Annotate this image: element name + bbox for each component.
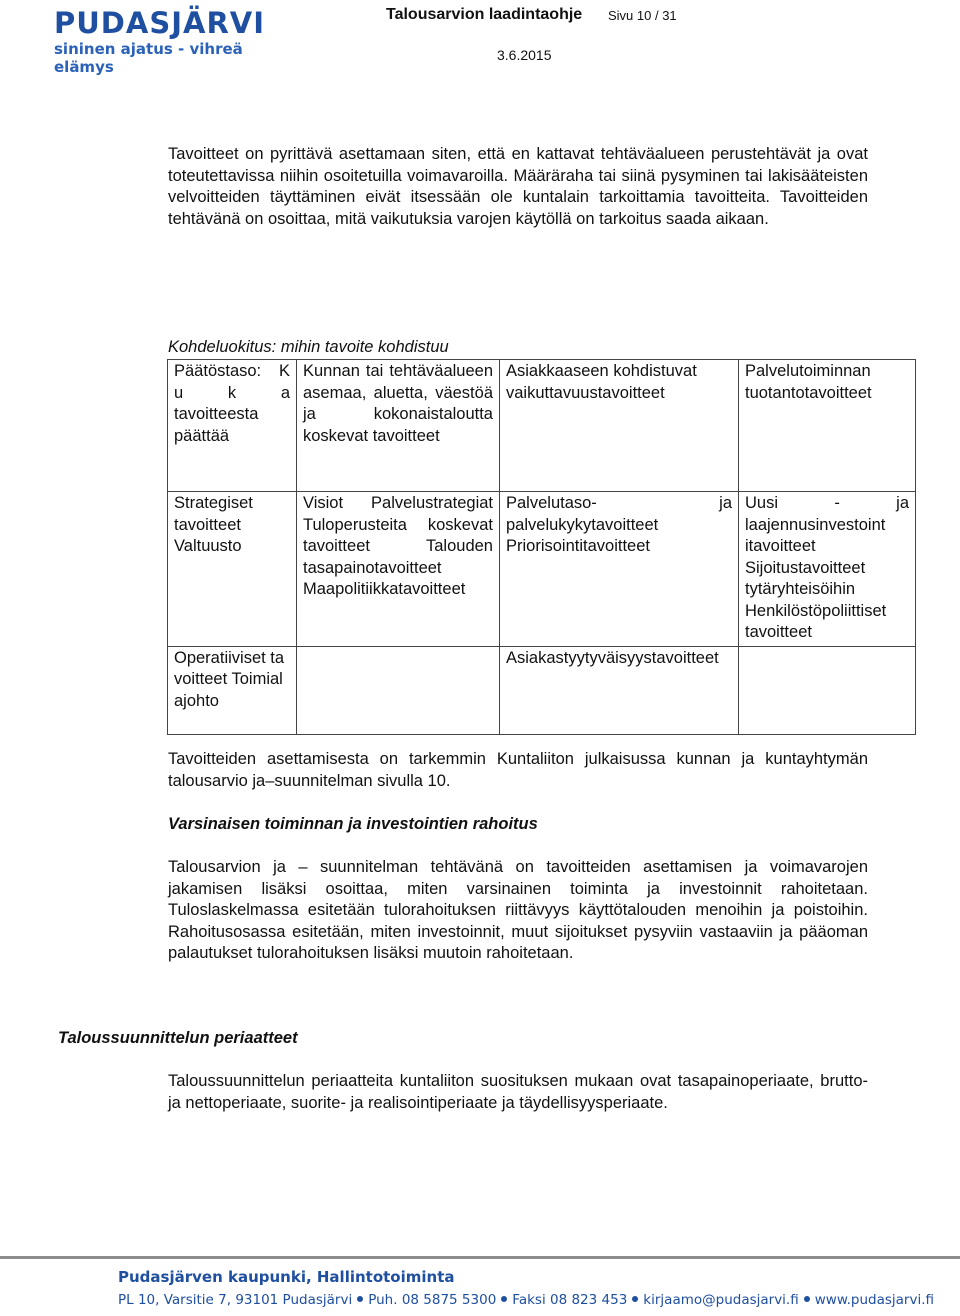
logo-wordmark: PUDASJÄRVI	[54, 6, 266, 40]
footer-website[interactable]: www.pudasjarvi.fi	[814, 1292, 935, 1308]
table-cell: Asiakastyytyväisyystavoitteet	[500, 646, 739, 734]
table-cell: Strategiset tavoitteet Valtuusto	[168, 492, 297, 647]
city-logo	[54, 8, 304, 76]
table-cell	[297, 646, 500, 734]
table-cell: Palvelutoiminnan tuotantotavoitteet	[739, 360, 916, 492]
bullet-icon	[501, 1296, 507, 1302]
document-date: 3.6.2015	[497, 47, 552, 63]
footer-divider	[0, 1256, 960, 1259]
footer-contact	[118, 1292, 934, 1308]
reference-paragraph: Tavoitteiden asettamisesta on tarkemmin Kuntaliiton julkaisussa kunnan ja kuntayhtymän talousarvio ja–suunnitelman sivulla 10.	[168, 750, 868, 790]
rahoitus-paragraph: Talousarvion ja – suunnitelman tehtävänä on tavoitteiden asettamisen ja voimavarojen jakamisen lisäksi osoittaa, miten varsinainen toiminta ja investoinnit rahoitetaan. Tuloslaskelmassa esitetään tulorahoituksen riittävyys käyttötalouden menoihin ja poistoihin. Rahoitusosassa esitetään, miten investoinnit, muut sijoitukset pysyviin vastaaviin ja pääoman palautukset tulorahoituksen lisäksi muutoin rahoitetaan.	[168, 858, 868, 962]
table-row	[168, 646, 916, 734]
table-row	[168, 360, 916, 492]
footer-address: PL 10, Varsitie 7, 93101 Pudasjärvi	[118, 1292, 353, 1308]
table-caption: Kohdeluokitus: mihin tavoite kohdistuu	[168, 338, 449, 356]
table-cell: Päätöstaso: K u k a tavoitteesta päättää	[168, 360, 297, 492]
table-cell: Operatiiviset tavoitteet Toimialajohto	[168, 646, 297, 734]
page-number: Sivu 10 / 31	[608, 8, 677, 23]
table-cell: Asiakkaaseen kohdistuvat vaikuttavuustavoitteet	[500, 360, 739, 492]
section-heading-rahoitus: Varsinaisen toiminnan ja investointien rahoitus	[168, 815, 538, 833]
footer-email[interactable]: kirjaamo@pudasjarvi.fi	[643, 1292, 799, 1308]
bullet-icon	[632, 1296, 638, 1302]
table-row	[168, 492, 916, 647]
footer-organization: Pudasjärven kaupunki, Hallintotoiminta	[118, 1268, 455, 1286]
table-cell: Uusi - ja laajennusinvestoint itavoitteet Sijoitustavoitteet tytäryhteisöihin Henkilöstöpoliittiset tavoitteet	[739, 492, 916, 647]
document-title: Talousarvion laadintaohje	[386, 6, 583, 23]
logo-tagline: sininen ajatus - vihreä elämys	[54, 40, 243, 76]
target-classification-table	[167, 359, 916, 735]
intro-paragraph: Tavoitteet on pyrittävä asettamaan siten, että en kattavat tehtäväalueen perustehtävät ja ovat toteutettavissa niihin osoitetuilla voimavaroilla. Määräraha tai siinä pysyminen tai lakisääteisten velvoitteiden täyttäminen eivät itsessään ole kuntalain tarkoittamia tavoitteita. Tavoitteiden tehtävänä on osoittaa, mitä vaikutuksia varojen käytöllä on tarkoitus saada aikaan.	[168, 145, 868, 228]
table-cell: Kunnan tai tehtäväalueen asemaa, aluetta, väestöä ja kokonaistaloutta koskevat tavoitteet	[297, 360, 500, 492]
periaatteet-paragraph: Taloussuunnittelun periaatteita kuntaliiton suosituksen mukaan ovat tasapainoperiaate, brutto- ja nettoperiaate, suorite- ja realisointiperiaate ja täydellisyysperiaate.	[168, 1072, 868, 1112]
table-cell: Visiot Palvelustrategiat Tuloperusteita koskevat tavoitteet Talouden tasapainotavoitteet Maapolitiikkatavoitteet	[297, 492, 500, 647]
footer-fax: Faksi 08 823 453	[512, 1292, 628, 1308]
table-cell: Palvelutaso- ja palvelukykytavoitteet Priorisointitavoitteet	[500, 492, 739, 647]
bullet-icon	[804, 1296, 810, 1302]
footer-phone: Puh. 08 5875 5300	[368, 1292, 497, 1308]
bullet-icon	[357, 1296, 363, 1302]
section-heading-periaatteet: Taloussuunnittelun periaatteet	[58, 1029, 298, 1047]
table-cell	[739, 646, 916, 734]
